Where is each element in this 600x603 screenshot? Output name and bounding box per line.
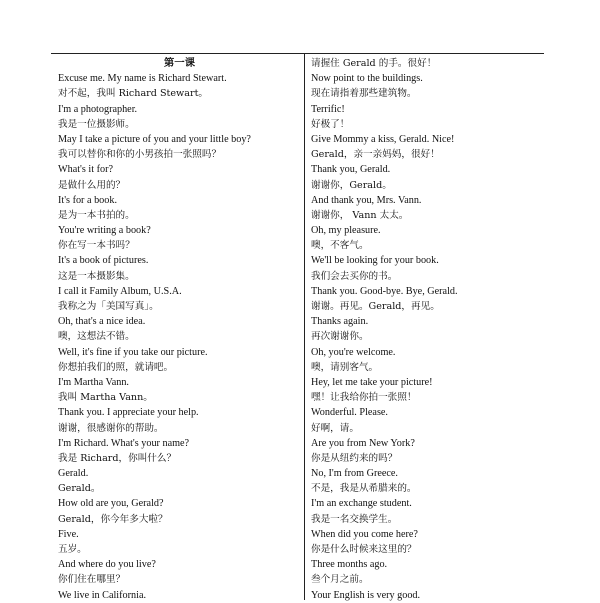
right-line-english: Now point to the buildings. — [311, 73, 423, 85]
left-line-english: It's for a book. — [58, 194, 117, 206]
left-line-english: How old are you, Gerald? — [58, 498, 164, 510]
right-line-english: Your English is very good. — [311, 589, 421, 601]
left-line-chinese: 你在写一本书吗？ — [58, 240, 135, 252]
right-column — [311, 56, 541, 603]
right-line-chinese: 你是什么时候来这里的？ — [311, 544, 417, 555]
right-line-chinese: 我是一名交换学生。 — [311, 513, 398, 525]
right-line-chinese: 不是，我是从希腊来的。 — [311, 483, 417, 495]
right-line-chinese: 谢谢。再见。Gerald，再见。 — [311, 301, 440, 312]
right-line-chinese: 嘿！让我给你拍一张照！ — [311, 392, 417, 404]
left-line-english: And where do you live? — [58, 559, 156, 571]
right-line-chinese: 噢，不客气。 — [311, 240, 369, 252]
left-line-chinese: 我称之为「美国写真」。 — [58, 301, 159, 312]
right-line-english: Terrific! — [311, 103, 345, 115]
left-line-english: Thank you. I appreciate your help. — [58, 407, 199, 419]
left-line-chinese: 是做什么用的？ — [58, 179, 126, 191]
right-line-chinese: Gerald，亲一亲妈妈，很好！ — [311, 149, 440, 161]
right-line-english: No, I'm from Greece. — [311, 468, 398, 480]
left-line-english: You're writing a book? — [58, 225, 151, 237]
left-line-english: We live in California. — [58, 589, 147, 601]
right-line-chinese: 好极了！ — [311, 118, 350, 130]
right-line-english: Are you from New York? — [311, 437, 415, 449]
left-line-english: Oh, that's a nice idea. — [58, 316, 146, 328]
left-line-chinese: 噢，这想法不错。 — [58, 331, 135, 343]
right-line-chinese: 谢谢你，Gerald。 — [311, 179, 392, 191]
right-line-chinese: 叁个月之前。 — [311, 574, 369, 586]
right-line-english: When did you come here? — [311, 528, 418, 540]
right-line-chinese: 再次谢谢你。 — [311, 331, 369, 343]
column-divider — [304, 53, 305, 600]
left-line-english: It's a book of pictures. — [58, 255, 149, 267]
left-line-english: I'm Martha Vann. — [58, 376, 129, 388]
left-line-chinese: Gerald，你今年多大啦？ — [58, 513, 168, 525]
right-line-english: Three months ago. — [311, 559, 388, 571]
left-line-chinese: 谢谢，很感谢你的帮助。 — [58, 422, 164, 434]
top-rule — [51, 53, 544, 54]
left-line-chinese: Gerald。 — [58, 483, 101, 495]
right-line-english: Hey, let me take your picture! — [311, 376, 433, 388]
right-line-english: Oh, my pleasure. — [311, 225, 381, 237]
right-line-chinese: 现在请指着那些建筑物。 — [311, 88, 417, 100]
left-line-english: Well, it's fine if you take our picture. — [58, 346, 208, 358]
right-line-english: Thanks again. — [311, 316, 369, 328]
left-line-chinese: 我是一位摄影师。 — [58, 118, 135, 130]
right-line-chinese: 你是从纽约来的吗？ — [311, 452, 398, 464]
lesson-title: 第一课 — [163, 57, 196, 69]
left-line-chinese: 我叫 Martha Vann。 — [58, 392, 153, 404]
left-line-chinese: 我可以替你和你的小男孩拍一张照吗？ — [58, 149, 222, 161]
right-line-english: I'm an exchange student. — [311, 498, 412, 510]
left-line-english: What's it for? — [58, 164, 114, 176]
right-line-chinese: 谢谢你， Vann 太太。 — [311, 209, 409, 221]
right-line-english: Thank you, Gerald. — [311, 164, 391, 176]
left-line-chinese: 你想拍我们的照，就请吧。 — [58, 361, 174, 373]
left-line-english: I'm Richard. What's your name? — [58, 437, 190, 449]
right-line-chinese: 请握住 Gerald 的手。很好！ — [311, 58, 437, 69]
left-column — [58, 56, 301, 603]
left-line-chinese: 这是一本摄影集。 — [58, 270, 135, 282]
left-line-english: I'm a photographer. — [58, 103, 138, 115]
right-line-english: We'll be looking for your book. — [311, 255, 439, 267]
left-line-chinese: 五岁。 — [58, 544, 87, 555]
right-line-english: And thank you, Mrs. Vann. — [311, 194, 422, 206]
right-line-english: Wonderful. Please. — [311, 407, 388, 419]
left-line-english: Excuse me. My name is Richard Stewart. — [58, 73, 227, 85]
left-line-chinese: 对不起，我叫 Richard Stewart。 — [58, 88, 209, 100]
left-line-english: May I take a picture of you and your little boy? — [58, 133, 251, 145]
left-line-chinese: 你们住在哪里？ — [58, 574, 126, 586]
right-line-english: Oh, you're welcome. — [311, 346, 396, 358]
right-line-chinese: 好啊，请。 — [311, 422, 359, 434]
left-line-chinese: 我是 Richard，你叫什么？ — [58, 452, 177, 464]
right-line-english: Thank you. Good-bye. Bye, Gerald. — [311, 285, 458, 297]
right-line-chinese: 我们会去买你的书。 — [311, 270, 398, 282]
left-line-english: I call it Family Album, U.S.A. — [58, 285, 182, 297]
left-line-chinese: 是为一本书拍的。 — [58, 209, 135, 221]
left-line-english: Five. — [58, 528, 79, 540]
right-line-chinese: 噢，请别客气。 — [311, 361, 379, 373]
left-line-english: Gerald. — [58, 468, 89, 480]
right-line-english: Give Mommy a kiss, Gerald. Nice! — [311, 133, 455, 145]
